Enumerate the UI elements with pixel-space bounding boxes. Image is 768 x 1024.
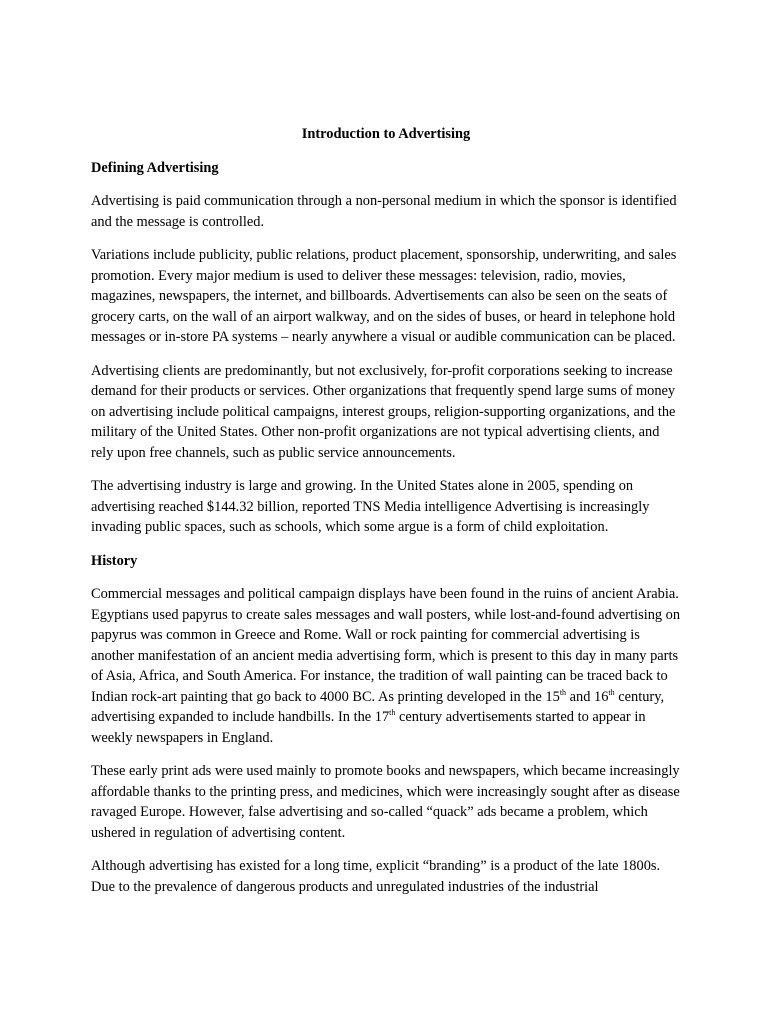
- section-heading-history: History: [91, 552, 138, 569]
- paragraph: Advertising clients are predominantly, but not exclusively, for-profit corporations seeking to increase demand for their products or services. Other organizations that frequently spend large sums of money on advertising include political campaigns, interest groups, religion-supporting organizations, and the military of the United States. Other non-profit organizations are not typical advertising clients, and rely upon free channels, such as public service announcements.: [91, 362, 676, 461]
- paragraph: The advertising industry is large and growing. In the United States alone in 2005, spending on advertising reached $144.32 billion, reported TNS Media intelligence Advertising is increasingly invading public spaces, such as schools, which some argue is a form of child exploitation.: [91, 478, 650, 535]
- document-page: [91, 124, 681, 910]
- document-title: Introduction to Advertising: [301, 126, 471, 142]
- superscript: th: [608, 687, 615, 697]
- superscript: th: [389, 708, 396, 717]
- paragraph: [91, 584, 681, 748]
- paragraph-text: Commercial messages and political campaign displays have been found in the ruins of ancient Arabia. Egyptians used papyrus to create sales messages and wall posters, while lost-and-found advertising on papyrus was common in Greece and Rome. Wall or rock painting for commercial advertising is another manifestation of an ancient media advertising form, which is present to this day in many parts of Asia, Africa, and South America. For instance, the tradition of wall painting can be traced back to Indian rock-art painting that go back to 4000 BC. As printing developed in the 15: [91, 586, 681, 705]
- paragraph-text: century, advertising expanded to include handbills. In the 17: [91, 688, 665, 725]
- paragraph: These early print ads were used mainly to promote books and newspapers, which became increasingly affordable thanks to the printing press, and medicines, which were increasingly sought after as disease ravaged Europe. However, false advertising and so-called “quack” ads became a problem, which ushered in regulation of advertising content.: [91, 763, 680, 841]
- section-heading-defining-advertising: Defining Advertising: [91, 159, 219, 176]
- paragraph-text: and 16: [566, 688, 609, 705]
- paragraph: Advertising is paid communication through a non-personal medium in which the sponsor is identified and the message is controlled.: [91, 193, 677, 230]
- superscript: th: [559, 687, 567, 697]
- paragraph: Variations include publicity, public relations, product placement, sponsorship, underwriting, and sales promotion. Every major medium is used to deliver these messages: television, radio, movies, magazines, newspapers, the internet, and billboards. Advertisements can also be seen on the seats of grocery carts, on the wall of an airport walkway, and on the sides of buses, or heard in telephone hold messages or in-store PA systems – nearly anywhere a visual or audible communication can be placed.: [91, 247, 677, 345]
- paragraph: Although advertising has existed for a long time, explicit “branding” is a product of the late 1800s. Due to the prevalence of dangerous products and unregulated industries of the industrial: [91, 858, 661, 895]
- paragraph-text: century advertisements started to appear in weekly newspapers in England.: [91, 709, 646, 746]
